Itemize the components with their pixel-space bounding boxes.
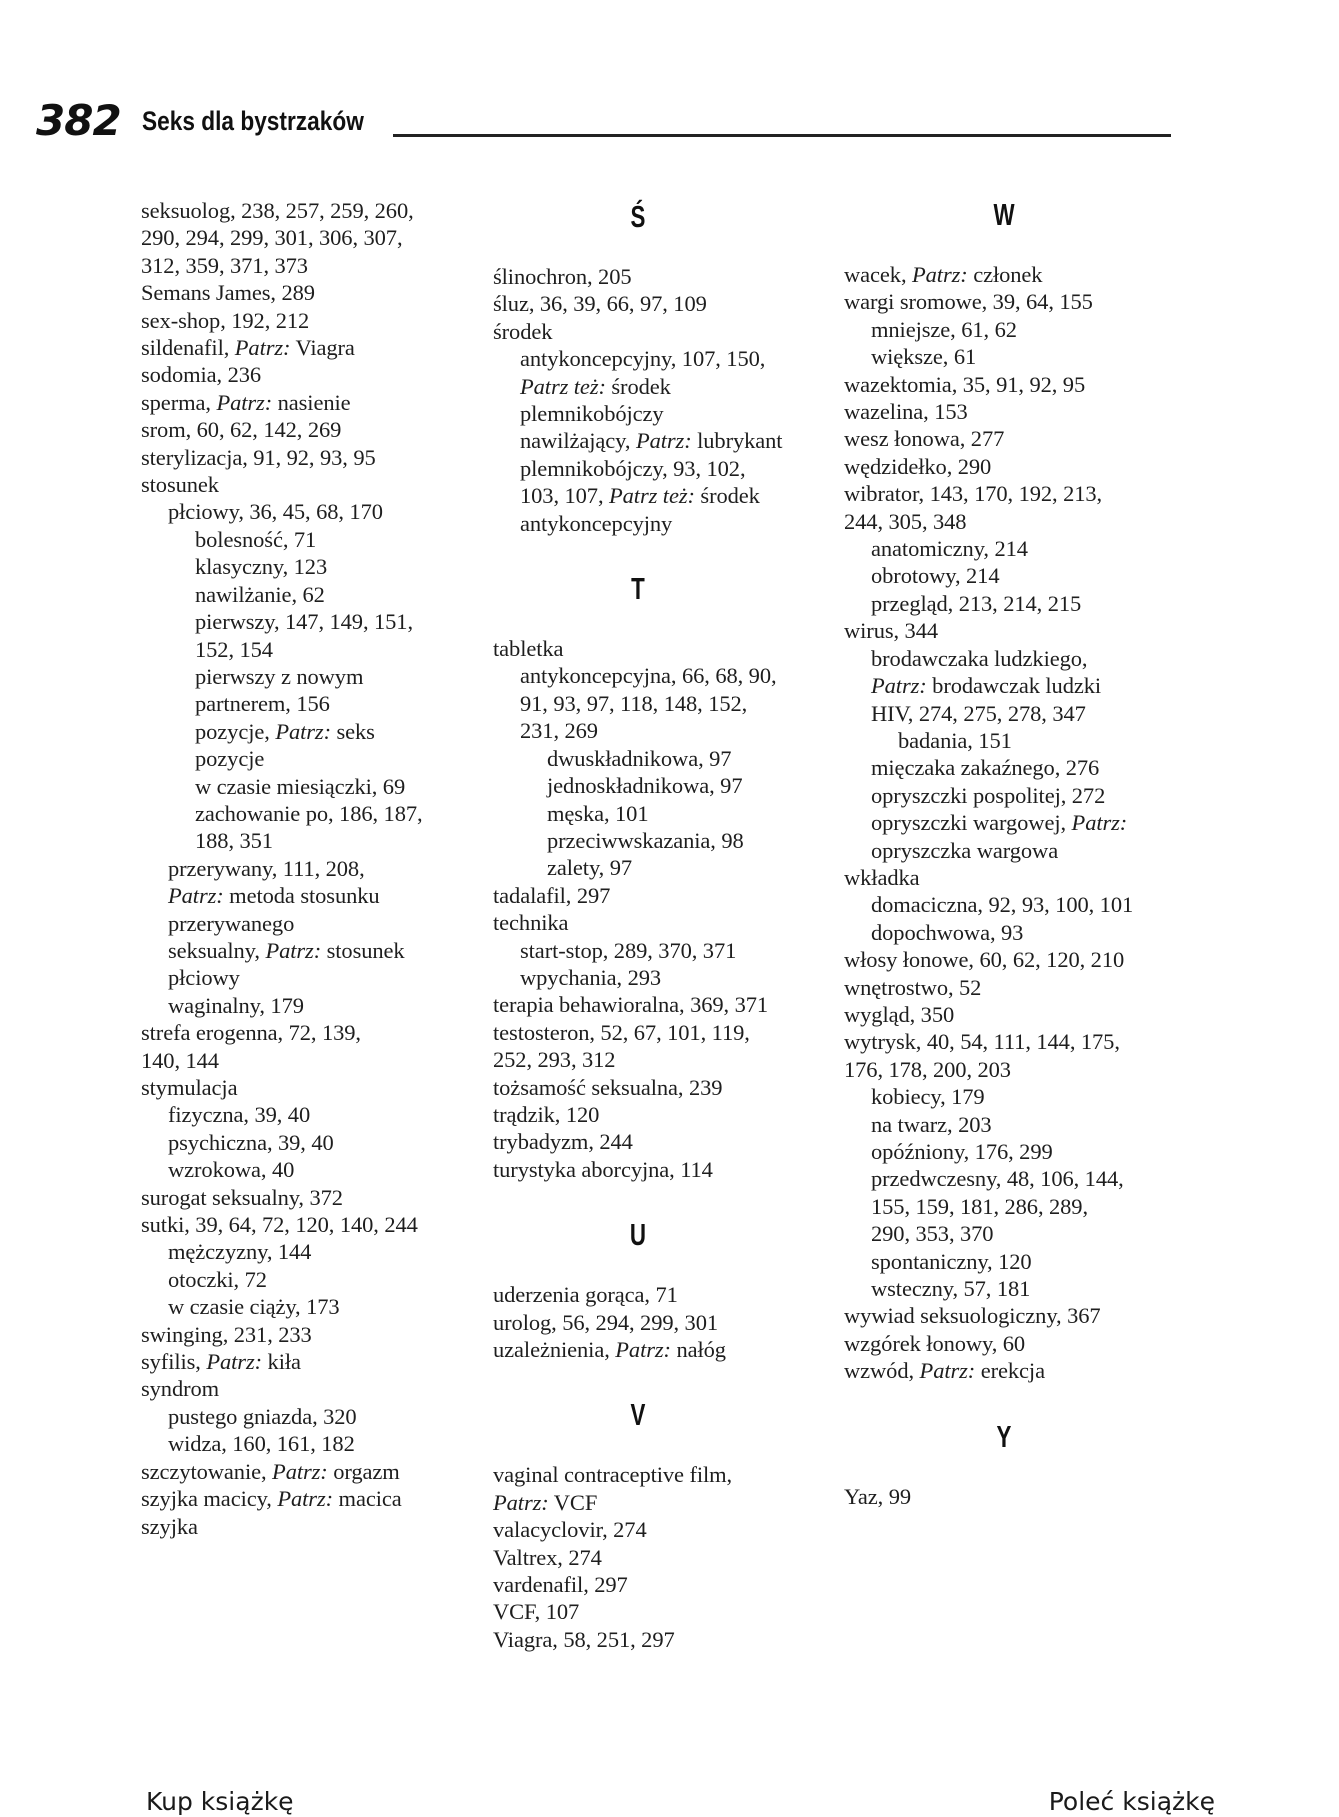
index-entry	[493, 1544, 838, 1571]
index-entry-line: włosy łonowe, 60, 62, 120, 210	[844, 947, 1125, 973]
index-entry	[493, 1281, 838, 1308]
index-entry	[844, 1138, 1179, 1165]
index-entry-line: uzależnienia, Patrz: nałóg	[493, 1337, 726, 1362]
index-entry-line: VCF, 107	[493, 1599, 580, 1625]
index-column-3	[844, 197, 1179, 1510]
section-letter: Y	[996, 1418, 1012, 1454]
index-entry	[141, 663, 476, 718]
index-entry	[141, 1293, 476, 1320]
index-entry-line: mniejsze, 61, 62	[871, 316, 1017, 342]
index-entry	[844, 1330, 1179, 1357]
index-entry-line: urolog, 56, 294, 299, 301	[493, 1309, 718, 1335]
index-entry	[844, 700, 1179, 727]
index-entry	[141, 279, 476, 306]
index-entry	[493, 427, 838, 454]
index-entry	[844, 1001, 1179, 1028]
index-entry-line: męska, 101	[547, 800, 649, 826]
index-entry-line: trądzik, 120	[493, 1101, 600, 1127]
index-entry-line: wesz łonowa, 277	[844, 426, 1005, 452]
index-entry	[844, 974, 1179, 1001]
index-entry	[844, 425, 1179, 452]
index-entry-line: fizyczna, 39, 40	[168, 1102, 311, 1128]
index-entry-line: wazelina, 153	[844, 399, 968, 425]
index-entry	[493, 1309, 838, 1336]
index-entry-line: syndrom	[141, 1376, 220, 1402]
index-entry-line: stymulacja	[141, 1075, 238, 1100]
page-header	[36, 98, 1171, 146]
index-entry	[141, 1458, 476, 1485]
index-entry-line: HIV, 274, 275, 278, 347	[871, 700, 1086, 726]
section-letter: W	[993, 197, 1015, 232]
index-entry	[844, 617, 1179, 644]
index-entry	[141, 553, 476, 580]
index-entry	[493, 1571, 838, 1598]
page-number: 382	[36, 96, 121, 145]
index-entry-line: Viagra, 58, 251, 297	[493, 1626, 675, 1652]
index-entry-line: wkładka	[844, 864, 920, 890]
index-entry	[493, 1598, 838, 1625]
index-entry-line: 188, 351	[195, 828, 273, 854]
index-column-1	[141, 197, 476, 1540]
index-entry	[493, 772, 838, 799]
index-entry-line: stosunek	[141, 472, 219, 498]
index-entry-line: 231, 269	[520, 718, 598, 744]
index-entry	[493, 1128, 838, 1155]
header-rule	[393, 134, 1171, 137]
index-entry-line: płciowy	[168, 965, 240, 991]
index-entry-line: waginalny, 179	[168, 992, 304, 1018]
index-entry-line: 176, 178, 200, 203	[844, 1056, 1011, 1082]
index-entry-line: srom, 60, 62, 142, 269	[141, 417, 342, 443]
index-entry-line: Yaz, 99	[844, 1483, 912, 1509]
index-entry-line: Semans James, 289	[141, 280, 315, 306]
index-entry-line: sex-shop, 192, 212	[141, 307, 310, 333]
index-entry-line: zalety, 97	[547, 855, 633, 881]
index-entry-line: wpychania, 293	[520, 964, 662, 990]
index-entry-line: wzrokowa, 40	[168, 1157, 295, 1183]
index-entry	[844, 1083, 1179, 1110]
index-entry-line: wywiad seksuologiczny, 367	[844, 1303, 1101, 1329]
index-entry	[844, 316, 1179, 343]
section-letter: Ś	[630, 199, 646, 234]
index-entry	[844, 645, 1179, 700]
index-entry	[844, 288, 1179, 315]
index-entry-line: sutki, 39, 64, 72, 120, 140, 244	[141, 1212, 418, 1238]
index-entry-line: wnętrostwo, 52	[844, 974, 982, 1000]
index-entry	[493, 937, 838, 964]
index-entry	[141, 1156, 476, 1183]
index-entry-line: vaginal contraceptive film,	[493, 1462, 733, 1488]
index-entry	[844, 535, 1179, 562]
index-entry	[141, 1430, 476, 1457]
index-entry	[493, 1461, 838, 1516]
index-entry-line: antykoncepcyjna, 66, 68, 90,	[520, 663, 777, 689]
index-entry-line: dwuskładnikowa, 97	[547, 745, 732, 771]
index-entry-line: start-stop, 289, 370, 371	[520, 937, 737, 963]
index-entry-line: wirus, 344	[844, 618, 938, 644]
index-entry	[493, 345, 838, 427]
index-entry	[141, 416, 476, 443]
index-entry	[141, 1211, 476, 1238]
index-entry-line: wzwód, Patrz: erekcja	[844, 1358, 1045, 1384]
index-entry	[844, 343, 1179, 370]
index-entry-line: nawilżanie, 62	[195, 581, 325, 607]
index-entry	[141, 1266, 476, 1293]
index-entry-line: dopochwowa, 93	[871, 919, 1024, 945]
index-entry-line: turystyka aborcyjna, 114	[493, 1156, 713, 1182]
index-entry-line: brodawczaka ludzkiego,	[871, 645, 1088, 671]
index-entry-line: seksuolog, 238, 257, 259, 260,	[141, 198, 414, 223]
index-entry-line: 290, 353, 370	[871, 1221, 994, 1247]
index-entry	[493, 800, 838, 827]
index-column-2	[493, 197, 838, 1653]
index-entry-line: bolesność, 71	[195, 526, 317, 552]
index-entry-line: uderzenia gorąca, 71	[493, 1282, 678, 1308]
index-entry-line: opóźniony, 176, 299	[871, 1139, 1053, 1164]
index-entry	[844, 919, 1179, 946]
buy-book-link[interactable]: Kup książkę	[146, 1787, 294, 1816]
index-entry	[493, 882, 838, 909]
index-entry	[844, 1165, 1179, 1247]
index-entry-line: szyjka macicy, Patrz: macica	[141, 1486, 402, 1512]
book-title: Seks dla bystrzaków	[142, 106, 364, 136]
index-entry	[141, 197, 476, 279]
index-entry-line: wygląd, 350	[844, 1001, 955, 1027]
index-entry-line: przerywany, 111, 208,	[168, 855, 365, 881]
index-entry-line: klasyczny, 123	[195, 554, 328, 580]
index-entry	[844, 864, 1179, 891]
index-entry	[844, 754, 1179, 781]
index-entry-line: surogat seksualny, 372	[141, 1184, 343, 1210]
index-entry	[844, 1248, 1179, 1275]
section-letter: T	[631, 571, 645, 607]
index-entry	[141, 444, 476, 471]
index-entry-line: pozycje, Patrz: seks	[195, 718, 375, 744]
index-entry	[844, 371, 1179, 398]
index-entry-line: wędzidełko, 290	[844, 453, 992, 479]
index-entry-line: antykoncepcyjny, 107, 150,	[520, 346, 766, 372]
index-entry	[141, 334, 476, 361]
index-entry-line: sperma, Patrz: nasienie	[141, 389, 351, 415]
index-entry	[141, 307, 476, 334]
index-entry	[844, 1483, 1179, 1510]
index-entry-line: 155, 159, 181, 286, 289,	[871, 1193, 1088, 1219]
index-entry-line: w czasie ciąży, 173	[168, 1294, 340, 1320]
index-entry-line: mięczaka zakaźnego, 276	[871, 755, 1100, 781]
index-entry	[844, 1275, 1179, 1302]
index-entry-line: Valtrex, 274	[493, 1544, 602, 1570]
index-entry	[493, 455, 838, 537]
index-entry-line: opryszczki wargowej, Patrz:	[871, 810, 1128, 836]
index-entry-line: pierwszy, 147, 149, 151,	[195, 609, 413, 635]
index-entry-line: swinging, 231, 233	[141, 1321, 312, 1347]
index-entry-line: trybadyzm, 244	[493, 1129, 633, 1155]
index-entry	[141, 992, 476, 1019]
index-entry-line: szczytowanie, Patrz: orgazm	[141, 1458, 400, 1484]
index-entry	[141, 1019, 476, 1074]
index-entry-line: valacyclovir, 274	[493, 1517, 647, 1543]
index-entry	[141, 800, 476, 855]
index-entry	[844, 1357, 1179, 1384]
index-entry	[493, 635, 838, 662]
index-entry	[493, 909, 838, 936]
index-entry-line: Patrz: VCF	[493, 1489, 598, 1515]
index-entry-line: spontaniczny, 120	[871, 1248, 1032, 1274]
index-entry-line: pierwszy z nowym	[195, 663, 364, 689]
index-entry	[493, 745, 838, 772]
index-entry-line: opryszczka wargowa	[871, 837, 1059, 863]
index-entry	[141, 1184, 476, 1211]
index-entry-line: plemnikobójczy	[520, 401, 664, 427]
index-entry-line: 91, 93, 97, 118, 148, 152,	[520, 690, 748, 716]
index-entry-line: w czasie miesiączki, 69	[195, 773, 406, 799]
index-entry	[141, 1238, 476, 1265]
index-entry	[844, 1028, 1179, 1083]
index-entry-line: 244, 305, 348	[844, 508, 967, 534]
index-entry	[844, 727, 1179, 754]
index-entry	[141, 1348, 476, 1375]
index-entry	[493, 1516, 838, 1543]
index-entry-line: syfilis, Patrz: kiła	[141, 1349, 301, 1375]
index-entry-line: anatomiczny, 214	[871, 536, 1028, 562]
index-entry	[844, 261, 1179, 288]
index-entry-line: przeciwwskazania, 98	[547, 827, 744, 853]
index-entry-line: wytrysk, 40, 54, 111, 144, 175,	[844, 1029, 1120, 1055]
index-entry	[141, 1321, 476, 1348]
index-entry-line: jednoskładnikowa, 97	[547, 773, 743, 799]
index-entry	[493, 1019, 838, 1074]
index-entry-line: plemnikobójczy, 93, 102,	[520, 455, 746, 481]
section-letter: U	[629, 1217, 647, 1253]
index-entry-line: nawilżający, Patrz: lubrykant	[520, 428, 783, 454]
index-entry	[141, 389, 476, 416]
index-entry-line: sterylizacja, 91, 92, 93, 95	[141, 444, 376, 470]
index-entry	[141, 581, 476, 608]
index-entry-line: sodomia, 236	[141, 362, 262, 388]
index-entry	[493, 964, 838, 991]
index-entry	[493, 290, 838, 317]
index-entry-line: zachowanie po, 186, 187,	[195, 800, 423, 826]
index-entry	[493, 1336, 838, 1363]
index-entry-line: przedwczesny, 48, 106, 144,	[871, 1166, 1124, 1192]
index-entry-line: domaciczna, 92, 93, 100, 101	[871, 892, 1134, 918]
index-entry	[141, 1101, 476, 1128]
index-entry-line: wacek, Patrz: członek	[844, 262, 1043, 287]
index-entry-line: Patrz: metoda stosunku	[168, 883, 380, 909]
index-entry-line: obrotowy, 214	[871, 563, 1000, 589]
index-entry	[844, 782, 1179, 809]
index-entry-line: większe, 61	[871, 344, 977, 370]
index-entry-line: terapia behawioralna, 369, 371	[493, 992, 769, 1018]
index-entry	[493, 662, 838, 744]
index-entry	[141, 773, 476, 800]
section-letter: V	[630, 1397, 646, 1433]
index-entry	[141, 1485, 476, 1540]
index-entry-line: ślinochron, 205	[493, 264, 632, 289]
index-entry	[844, 1111, 1179, 1138]
index-entry-line: widza, 160, 161, 182	[168, 1431, 355, 1457]
index-entry	[493, 854, 838, 881]
index-entry-line: psychiczna, 39, 40	[168, 1129, 334, 1155]
index-entry	[844, 453, 1179, 480]
index-entry	[141, 855, 476, 937]
index-entry-line: tadalafil, 297	[493, 882, 611, 908]
index-entry-line: pozycje	[195, 746, 265, 772]
index-entry-line: testosteron, 52, 67, 101, 119,	[493, 1019, 750, 1045]
index-entry	[844, 590, 1179, 617]
index-entry	[141, 1403, 476, 1430]
index-entry-line: opryszczki pospolitej, 272	[871, 782, 1106, 808]
index-entry-line: szyjka	[141, 1513, 198, 1539]
index-entry	[141, 471, 476, 498]
index-entry	[493, 1101, 838, 1128]
index-entry-line: wargi sromowe, 39, 64, 155	[844, 289, 1093, 315]
index-entry	[141, 718, 476, 773]
index-entry-line: vardenafil, 297	[493, 1572, 628, 1598]
index-entry	[493, 318, 838, 345]
index-entry	[493, 827, 838, 854]
index-entry-line: sildenafil, Patrz: Viagra	[141, 335, 355, 361]
index-entry-line: otoczki, 72	[168, 1266, 267, 1292]
index-entry-line: wzgórek łonowy, 60	[844, 1330, 1026, 1356]
index-entry-line: wsteczny, 57, 181	[871, 1276, 1031, 1302]
index-entry-line: 290, 294, 299, 301, 306, 307,	[141, 225, 403, 251]
index-entry-line: płciowy, 36, 45, 68, 170	[168, 499, 383, 525]
index-entry	[141, 1129, 476, 1156]
index-entry	[493, 1074, 838, 1101]
index-entry-line: 152, 154	[195, 636, 273, 662]
index-entry-line: przegląd, 213, 214, 215	[871, 590, 1082, 616]
index-entry-line: partnerem, 156	[195, 691, 330, 717]
index-entry-line: przerywanego	[168, 910, 295, 936]
index-entry-line: 103, 107, Patrz też: środek	[520, 483, 760, 509]
index-entry	[141, 361, 476, 388]
index-entry	[141, 1074, 476, 1101]
index-entry-line: seksualny, Patrz: stosunek	[168, 937, 405, 963]
index-entry-line: Patrz też: środek	[520, 373, 671, 399]
index-entry-line: strefa erogenna, 72, 139,	[141, 1020, 361, 1046]
index-entry-line: śluz, 36, 39, 66, 97, 109	[493, 291, 707, 317]
index-entry-line: kobiecy, 179	[871, 1084, 985, 1110]
index-entry-line: wibrator, 143, 170, 192, 213,	[844, 481, 1103, 507]
index-entry-line: 252, 293, 312	[493, 1047, 616, 1073]
index-entry-line: mężczyzny, 144	[168, 1239, 312, 1265]
index-entry	[844, 398, 1179, 425]
index-entry	[141, 526, 476, 553]
index-entry	[141, 937, 476, 992]
index-entry-line: wazektomia, 35, 91, 92, 95	[844, 371, 1086, 397]
index-entry	[493, 1626, 838, 1653]
index-entry-line: technika	[493, 910, 569, 936]
recommend-book-link[interactable]: Poleć książkę	[1048, 1787, 1215, 1816]
index-entry	[141, 498, 476, 525]
index-entry	[141, 608, 476, 663]
index-entry	[493, 263, 838, 290]
index-entry-line: badania, 151	[898, 727, 1012, 753]
index-entry-line: 140, 144	[141, 1047, 219, 1073]
index-entry	[141, 1375, 476, 1402]
index-entry-line: środek	[493, 318, 553, 344]
index-entry	[844, 891, 1179, 918]
index-entry	[493, 991, 838, 1018]
index-entry-line: Patrz: brodawczak ludzki	[871, 673, 1102, 699]
index-entry	[844, 1302, 1179, 1329]
index-entry-line: antykoncepcyjny	[520, 510, 673, 536]
index-entry-line: tożsamość seksualna, 239	[493, 1074, 723, 1100]
index-entry	[844, 480, 1179, 535]
index-entry	[844, 809, 1179, 864]
index-entry	[493, 1156, 838, 1183]
index-entry-line: tabletka	[493, 636, 564, 662]
index-entry-line: 312, 359, 371, 373	[141, 252, 308, 278]
index-entry-line: na twarz, 203	[871, 1111, 992, 1137]
index-entry	[844, 562, 1179, 589]
index-entry-line: pustego gniazda, 320	[168, 1403, 357, 1429]
index-entry	[844, 946, 1179, 973]
